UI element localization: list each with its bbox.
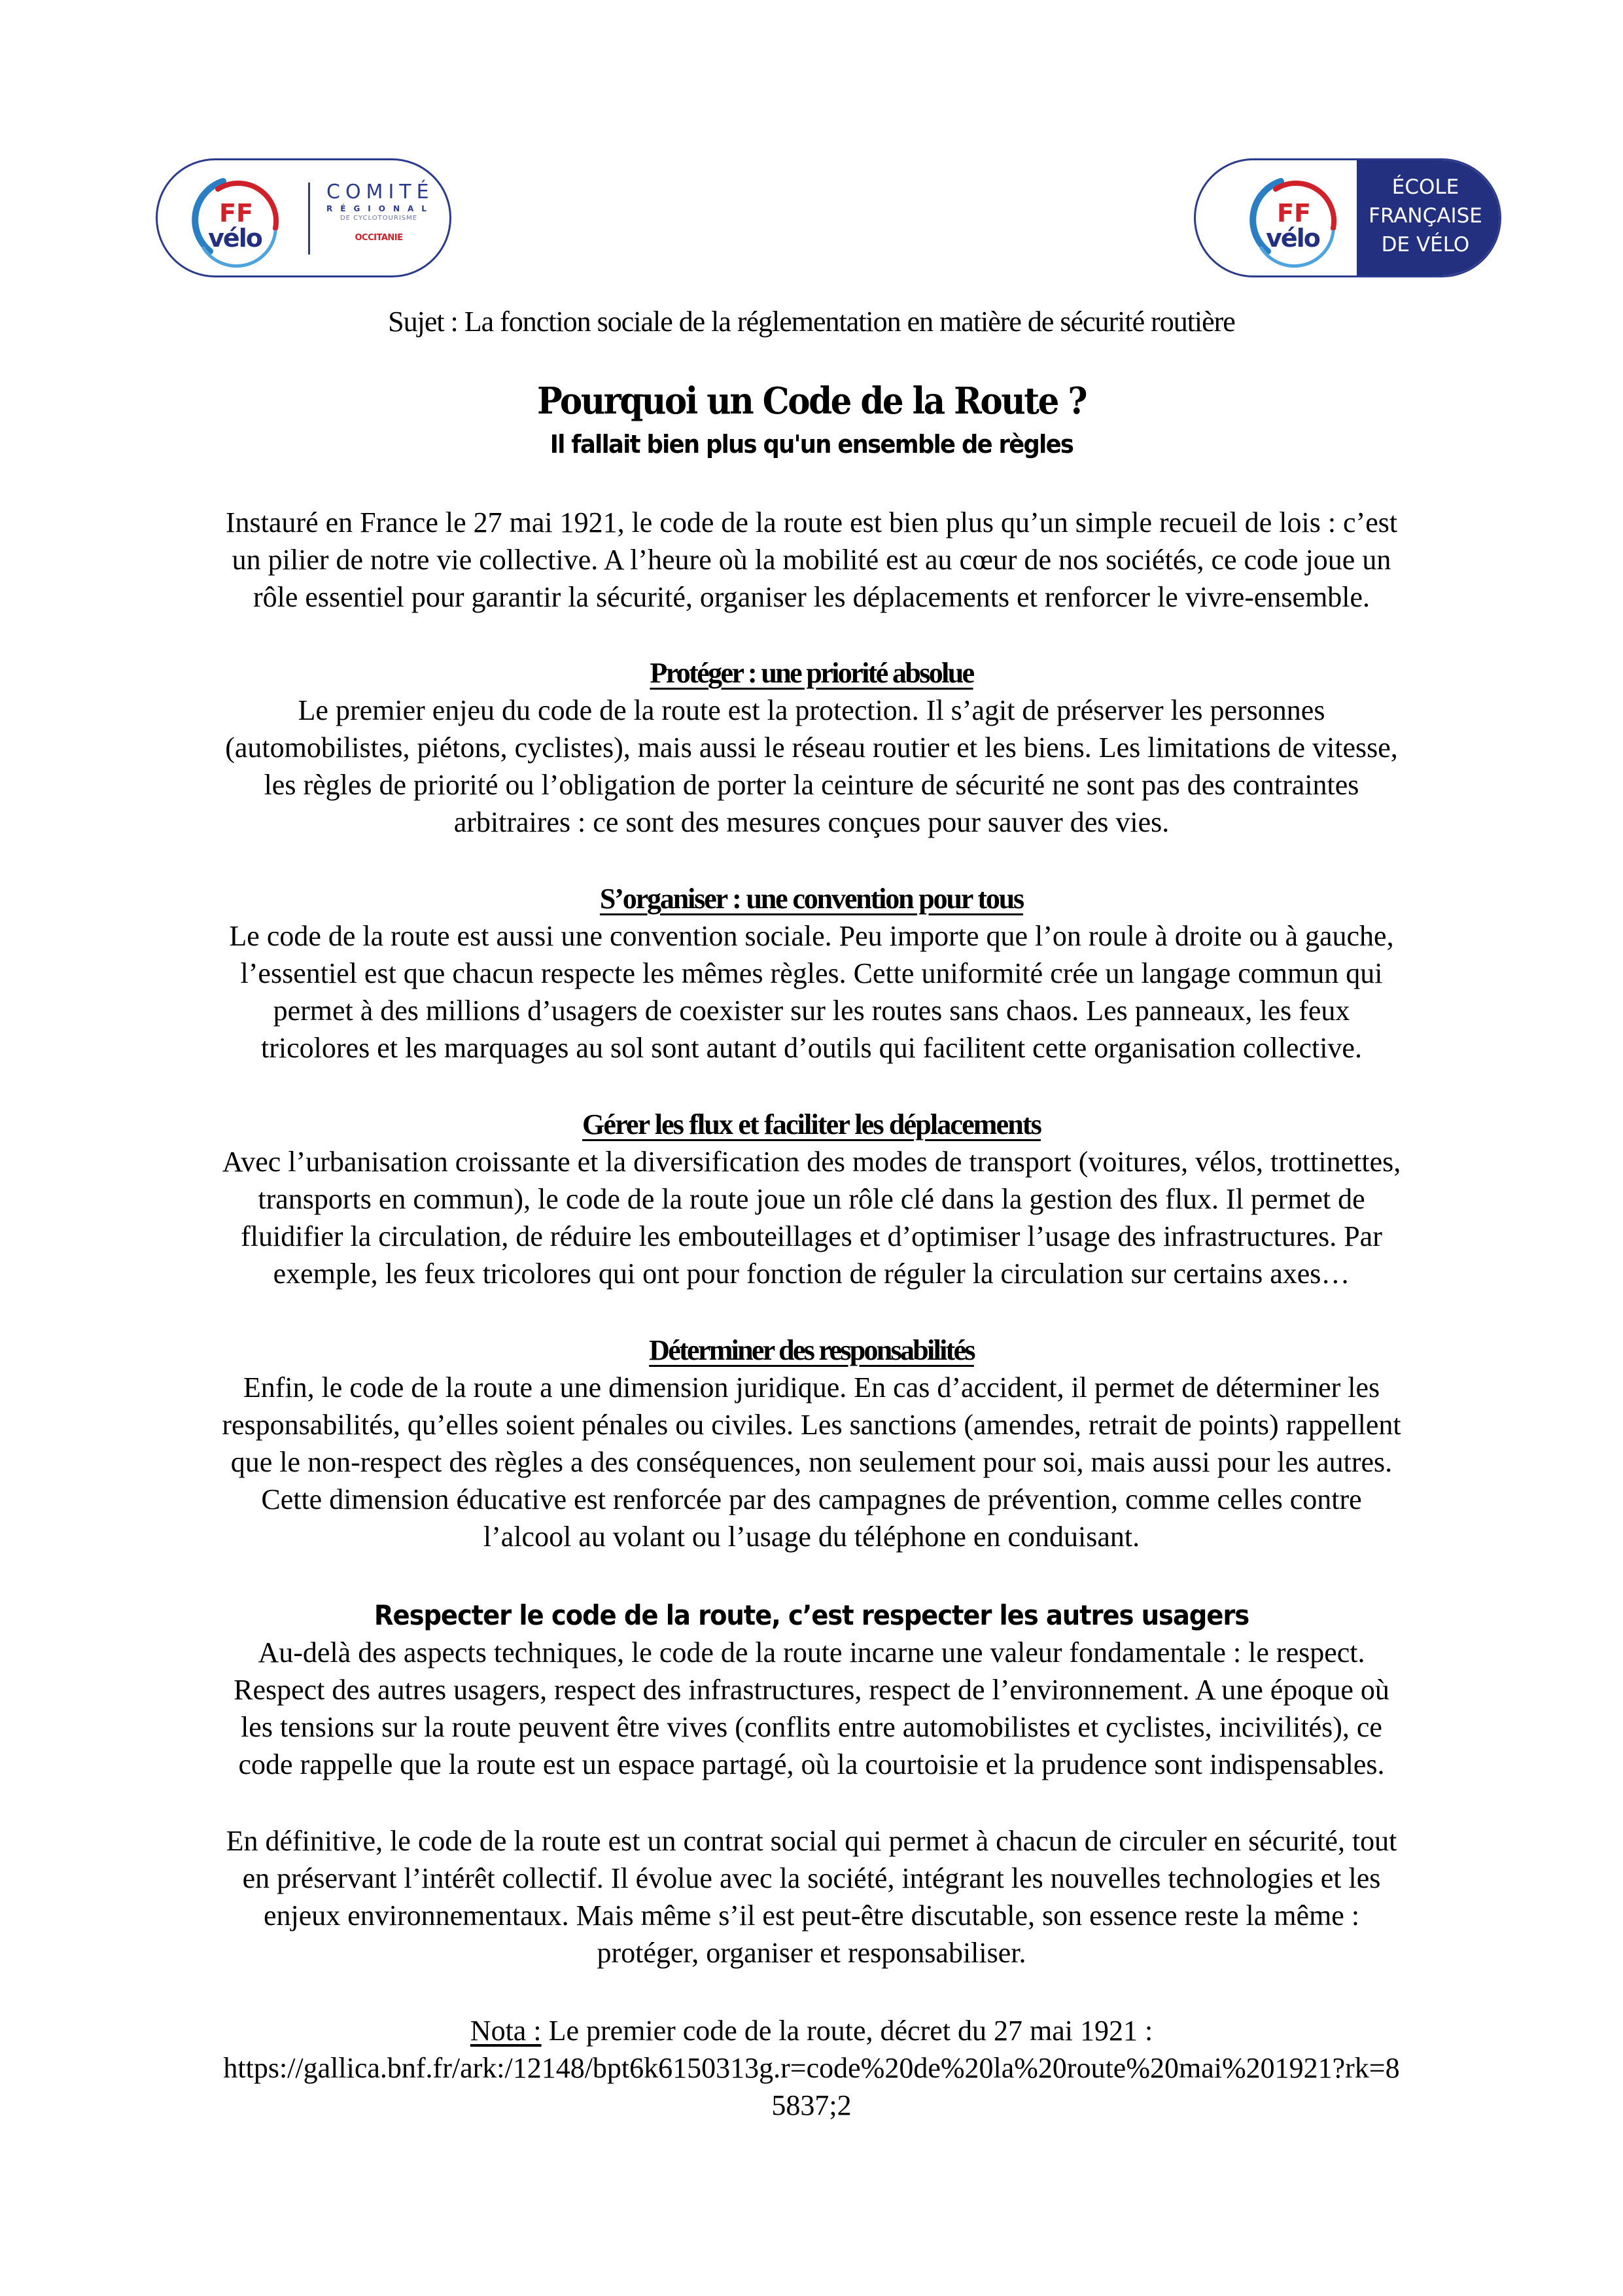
paragraph-line: permet à des millions d’usagers de coexister sur les routes sans chaos. Les panneaux, les feux: [273, 995, 1350, 1027]
ffvelo-logo-mark: [184, 169, 282, 268]
paragraph-line: Le premier enjeu du code de la route est la protection. Il s’agit de préserver les personnes: [298, 694, 1325, 726]
nota-label: Nota :: [470, 2015, 542, 2047]
comite-line1: COMITÉ: [326, 181, 434, 203]
paragraph-line: tricolores et les marquages au sol sont autant d’outils qui facilitent cette organisation collective.: [261, 1032, 1362, 1064]
paragraph-line: fluidifier la circulation, de réduire les embouteillages et d’optimiser l’usage des infrastructures. Par: [241, 1220, 1382, 1252]
paragraph-line: Respect des autres usagers, respect des infrastructures, respect de l’environnement. A une époque où: [234, 1674, 1389, 1706]
ecole-line3: DE VÉLO: [1381, 233, 1470, 256]
paragraph-line: enjeux environnementaux. Mais même s’il est peut-être discutable, son essence reste la même :: [263, 1899, 1360, 1932]
section-heading-gerer-flux: [0, 1106, 1623, 1143]
paragraph-line: Enfin, le code de la route a une dimension juridique. En cas d’accident, il permet de déterminer les: [243, 1371, 1380, 1404]
section-paragraph-respecter: [131, 1634, 1492, 1783]
section-heading-respecter: Respecter le code de la route, c’est respecter les autres usagers: [374, 1599, 1249, 1631]
comite-text: [326, 181, 434, 244]
page-title: Pourquoi un Code de la Route ?: [536, 380, 1087, 423]
nota-url-link[interactable]: https://gallica.bnf.fr/ark:/12148/bpt6k6150313g.r=code%20de%20la%20route%20mai%201921?rk=8: [223, 2052, 1400, 2084]
ff-text: FF: [219, 199, 253, 228]
paragraph-line: protéger, organiser et responsabiliser.: [597, 1937, 1026, 1969]
velo-text: vélo: [1266, 224, 1319, 253]
paragraph-line: que le non-respect des règles a des conséquences, non seulement pour soi, mais aussi pour les autres.: [230, 1446, 1393, 1478]
nota-url-link-continued[interactable]: 5837;2: [771, 2089, 852, 2121]
section-heading-responsabilites: [0, 1332, 1623, 1369]
subject-line: Sujet : La fonction sociale de la réglementation en matière de sécurité routière: [388, 306, 1235, 338]
section-heading-organiser: [0, 880, 1623, 917]
ecole-line2: FRANÇAISE: [1369, 204, 1482, 228]
paragraph-line: Le code de la route est aussi une convention sociale. Peu importe que l’on roule à droite ou à gauche,: [229, 920, 1394, 952]
comite-line4: OCCITANIE: [355, 233, 403, 243]
paragraph-line: (automobilistes, piétons, cyclistes), mais aussi le réseau routier et les biens. Les limitations de vitesse,: [225, 732, 1398, 764]
nota-text: Le premier code de la route, décret du 27 mai 1921 :: [541, 2015, 1153, 2047]
paragraph-line: l’alcool au volant ou l’usage du téléphone en conduisant.: [483, 1521, 1140, 1553]
paragraph-line: Cette dimension éducative est renforcée par des campagnes de prévention, comme celles contre: [261, 1483, 1362, 1515]
section-paragraph-gerer-flux: [131, 1143, 1492, 1292]
section-paragraph-responsabilites: [131, 1369, 1492, 1555]
intro-paragraph: [131, 504, 1492, 616]
ecole-band: [1357, 158, 1501, 277]
velo-text: vélo: [208, 224, 262, 253]
comite-regional-logo: [156, 158, 451, 277]
ffvelo-logo-mark: [1242, 169, 1340, 268]
section-heading-text: Protéger : une priorité absolue: [650, 657, 973, 689]
section-heading-text: Déterminer des responsabilités: [649, 1334, 974, 1366]
ecole-text: [1357, 173, 1494, 259]
ecole-line1: ÉCOLE: [1391, 175, 1459, 199]
paragraph-line: en préservant l’intérêt collectif. Il évolue avec la société, intégrant les nouvelles technologies et les: [242, 1862, 1381, 1894]
section-heading-text: S’organiser : une convention pour tous: [599, 883, 1024, 915]
section-heading-text: Gérer les flux et faciliter les déplacements: [582, 1108, 1041, 1140]
page-subtitle: Il fallait bien plus qu'un ensemble de règles: [550, 430, 1073, 459]
ecole-francaise-velo-logo: [1194, 158, 1501, 277]
comite-line2: RÉGIONAL: [326, 204, 434, 213]
paragraph-line: exemple, les feux tricolores qui ont pour fonction de réguler la circulation sur certains axes…: [273, 1258, 1350, 1290]
section-heading-proteger: [0, 654, 1623, 692]
nota-line: [131, 2012, 1492, 2049]
paragraph-line: transports en commun), le code de la route joue un rôle clé dans la gestion des flux. Il permet de: [258, 1183, 1365, 1215]
paragraph-line: Au-delà des aspects techniques, le code de la route incarne une valeur fondamentale : le respect.: [258, 1636, 1365, 1669]
nota-block: [131, 2012, 1492, 2124]
comite-line3: DE CYCLOTOURISME: [340, 215, 418, 222]
paragraph-line: arbitraires : ce sont des mesures conçues pour sauver des vies.: [453, 806, 1170, 838]
paragraph-line: code rappelle que la route est un espace partagé, où la courtoisie et la prudence sont indispensables.: [238, 1748, 1385, 1780]
paragraph-line: En définitive, le code de la route est un contrat social qui permet à chacun de circuler en sécurité, tout: [226, 1825, 1397, 1857]
paragraph-line: Instauré en France le 27 mai 1921, le code de la route est bien plus qu’un simple recueil de lois : c’est: [225, 506, 1398, 539]
paragraph-line: les règles de priorité ou l’obligation de porter la ceinture de sécurité ne sont pas des contraintes: [264, 769, 1359, 801]
conclusion-paragraph: [131, 1822, 1492, 1971]
paragraph-line: Avec l’urbanisation croissante et la diversification des modes de transport (voitures, vélos, trottinettes,: [222, 1146, 1401, 1178]
paragraph-line: un pilier de notre vie collective. A l’heure où la mobilité est au cœur de nos sociétés, ce code joue un: [232, 544, 1391, 576]
section-paragraph-organiser: [131, 917, 1492, 1067]
paragraph-line: les tensions sur la route peuvent être vives (conflits entre automobilistes et cyclistes, incivilités), ce: [241, 1711, 1382, 1743]
paragraph-line: responsabilités, qu’elles soient pénales ou civiles. Les sanctions (amendes, retrait de points) rappellent: [222, 1409, 1401, 1441]
paragraph-line: l’essentiel est que chacun respecte les mêmes règles. Cette uniformité crée un langage commun qui: [240, 957, 1383, 989]
ff-text: FF: [1277, 199, 1311, 228]
logo-divider: [308, 183, 310, 255]
paragraph-line: rôle essentiel pour garantir la sécurité, organiser les déplacements et renforcer le vivre-ensemble.: [253, 581, 1370, 613]
section-paragraph-proteger: [131, 692, 1492, 841]
